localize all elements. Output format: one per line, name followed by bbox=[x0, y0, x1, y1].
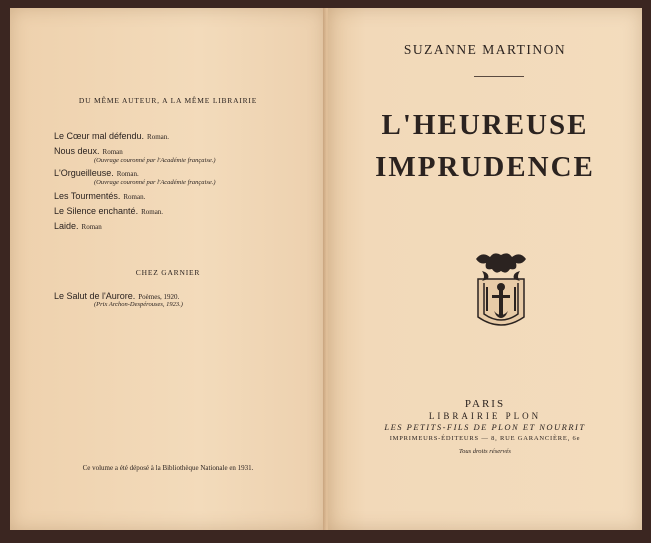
work-title: Les Tourmentés. bbox=[54, 190, 121, 201]
work-title: Laide. bbox=[54, 220, 79, 231]
other-publisher-heading: CHEZ GARNIER bbox=[135, 268, 201, 277]
publisher-device-icon bbox=[472, 251, 530, 333]
title-rule bbox=[474, 76, 524, 77]
work-genre: Poèmes, 1920. bbox=[138, 293, 180, 301]
book-title bbox=[328, 104, 642, 188]
title-page bbox=[328, 8, 642, 530]
deposit-notice: Ce volume a été déposé à la Bibliothèque Nationale en 1931. bbox=[82, 464, 254, 472]
work-title: L'Orgueilleuse. bbox=[54, 168, 114, 179]
work-entry bbox=[54, 206, 314, 217]
left-page bbox=[10, 8, 326, 530]
work-genre: Roman bbox=[102, 147, 123, 156]
work-genre: Roman. bbox=[141, 207, 164, 216]
imprint-address: IMPRIMEURS-ÉDITEURS — 8, RUE GARANCIÈRE, 6e bbox=[389, 435, 581, 442]
work-entry bbox=[54, 146, 314, 165]
work-entry bbox=[54, 168, 314, 187]
also-by-heading: DU MÊME AUTEUR, A LA MÊME LIBRAIRIE bbox=[78, 96, 258, 105]
title-line-1: L'HEUREUSE bbox=[381, 109, 589, 141]
work-note: (Ouvrage couronné par l'Académie française.) bbox=[94, 179, 216, 187]
work-genre: Roman. bbox=[116, 170, 139, 179]
other-works-list bbox=[54, 291, 314, 312]
work-entry bbox=[54, 131, 314, 142]
work-title: Nous deux. bbox=[54, 145, 100, 156]
title-line-2: IMPRUDENCE bbox=[375, 151, 595, 184]
work-entry bbox=[54, 291, 314, 308]
work-genre: Roman bbox=[81, 222, 102, 231]
rights-notice: Tous droits réservés bbox=[459, 448, 511, 455]
work-title: Le Silence enchanté. bbox=[54, 205, 139, 216]
work-title: Le Salut de l'Aurore. bbox=[54, 291, 136, 301]
work-note: (Prix Archon-Despérouses, 1923.) bbox=[94, 301, 183, 308]
work-genre: Roman. bbox=[123, 192, 146, 201]
imprint-successors: LES PETITS-FILS DE PLON ET NOURRIT bbox=[384, 422, 586, 432]
imprint-publisher: LIBRAIRIE PLON bbox=[428, 411, 542, 421]
work-genre: Roman. bbox=[147, 133, 170, 141]
imprint bbox=[328, 398, 642, 455]
work-entry bbox=[54, 191, 314, 202]
work-note: (Ouvrage couronné par l'Académie française.) bbox=[94, 156, 216, 164]
author-name: SUZANNE MARTINON bbox=[403, 42, 567, 57]
work-entry bbox=[54, 221, 314, 232]
works-list bbox=[54, 131, 314, 235]
work-title: Le Cœur mal défendu. bbox=[54, 131, 145, 141]
imprint-city: PARIS bbox=[464, 398, 506, 410]
